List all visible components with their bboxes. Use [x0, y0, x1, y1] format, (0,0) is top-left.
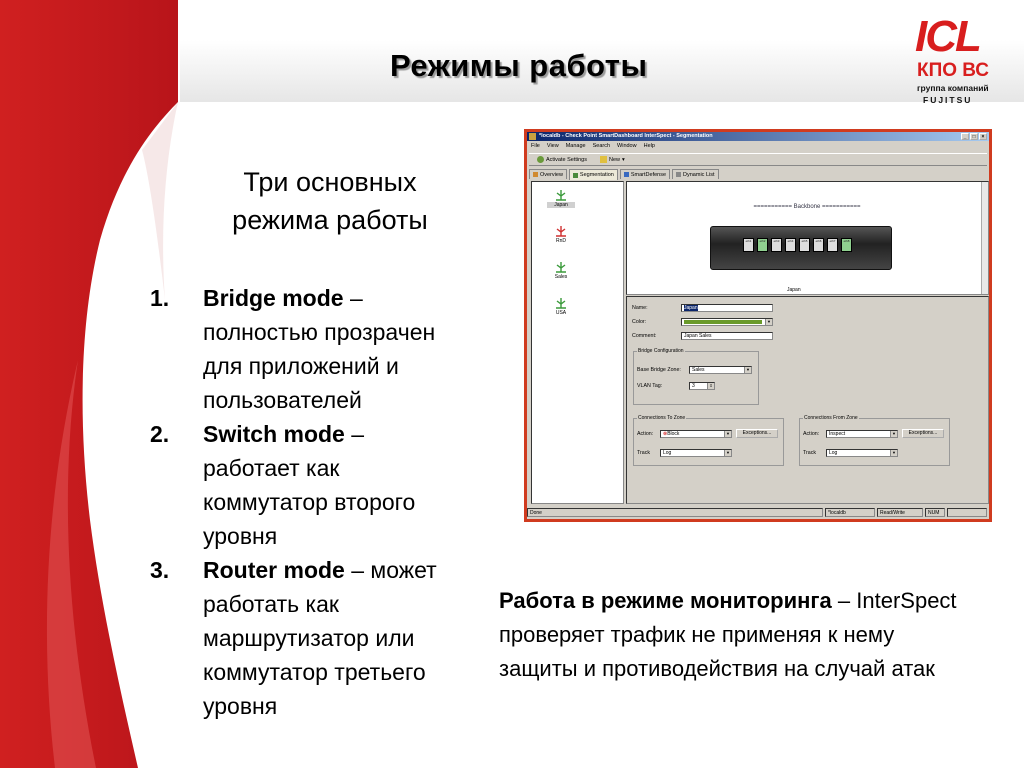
dynamic-list-icon — [676, 172, 681, 177]
activate-settings-button[interactable] — [532, 155, 592, 165]
monitoring-note — [499, 584, 969, 686]
mode-item-router — [150, 553, 495, 723]
segmentation-icon — [573, 173, 578, 178]
menu-file[interactable]: File — [531, 143, 540, 149]
to-exceptions-button[interactable]: Exceptions... — [736, 429, 778, 438]
port[interactable]: eth4 — [785, 238, 796, 252]
zone-icon — [554, 188, 568, 202]
chevron-down-icon[interactable]: ▾ — [621, 156, 625, 163]
tab-label: Segmentation — [579, 172, 614, 178]
vlan-stepper[interactable] — [689, 382, 715, 390]
mode-desc-line: коммутатор третьего — [203, 659, 426, 685]
mode-name: Switch mode — [203, 421, 345, 447]
mode-name: Bridge mode — [203, 285, 344, 311]
status-text: Done — [527, 508, 823, 517]
app-window — [524, 129, 992, 522]
tab-bar — [529, 169, 829, 180]
vlan-label: VLAN Tag: — [637, 383, 663, 389]
zone-item-usa[interactable] — [547, 296, 575, 316]
name-value: Japan — [684, 305, 698, 311]
block-icon: ⊗ — [663, 431, 668, 437]
logo-group: группа компаний — [917, 83, 989, 93]
menu-search[interactable]: Search — [592, 143, 611, 149]
menu-manage[interactable]: Manage — [565, 143, 586, 149]
mode-number: 1. — [150, 285, 170, 311]
maximize-button[interactable]: □ — [970, 133, 978, 140]
from-track-value: Log — [829, 450, 838, 456]
mode-sep: – — [343, 285, 363, 311]
port[interactable]: eth1 — [743, 238, 754, 252]
from-track-label: Track — [803, 450, 817, 456]
mode-desc-line: коммутатор второго — [203, 489, 416, 515]
from-exceptions-button[interactable]: Exceptions... — [902, 429, 944, 438]
base-zone-value: Sales — [692, 367, 705, 373]
comment-field[interactable]: Japan Sales — [681, 332, 773, 340]
tab-smartdefense[interactable] — [620, 169, 670, 179]
name-field[interactable] — [681, 304, 773, 312]
backbone-label: =========== Backbone =========== — [753, 204, 861, 210]
port[interactable]: eth3 — [771, 238, 782, 252]
device-zone-label: Japan — [787, 287, 801, 293]
to-track-select[interactable] — [660, 449, 732, 457]
from-track-select[interactable] — [826, 449, 898, 457]
mode-item-bridge — [150, 281, 495, 417]
status-bar — [527, 508, 989, 518]
port[interactable]: eth7 — [827, 238, 838, 252]
activate-icon — [537, 156, 544, 163]
app-icon — [529, 133, 536, 140]
smartdefense-icon — [624, 172, 629, 177]
port[interactable]: eth2 — [757, 238, 768, 252]
name-label: Name: — [632, 305, 648, 311]
group-title: Connections From Zone — [804, 415, 858, 421]
vlan-value: 3 — [692, 383, 695, 389]
window-titlebar — [527, 132, 989, 141]
zone-icon — [554, 260, 568, 274]
connections-to-zone-group — [633, 415, 784, 466]
color-select[interactable] — [681, 318, 773, 326]
chevron-down-icon[interactable]: ▼ — [890, 431, 897, 437]
mode-first-rest: может — [370, 557, 437, 583]
tab-overview[interactable] — [529, 169, 567, 179]
chevron-down-icon[interactable]: ▼ — [724, 431, 731, 437]
bridge-config-group — [633, 348, 759, 405]
zone-label: RnD — [555, 238, 566, 244]
mode-sep: – — [344, 421, 365, 447]
group-title: Connections To Zone — [638, 415, 686, 421]
new-button[interactable] — [595, 155, 630, 165]
chevron-down-icon[interactable]: ▼ — [765, 319, 772, 325]
mode-desc-line: для приложений и — [203, 353, 399, 379]
zone-icon — [554, 296, 568, 310]
mode-name: Router mode — [203, 557, 345, 583]
logo-brand: ICL — [915, 12, 980, 61]
from-action-label: Action: — [803, 431, 820, 437]
port[interactable]: eth5 — [799, 238, 810, 252]
mode-item-switch — [150, 417, 495, 553]
monitoring-note-bold: Работа в режиме мониторинга — [499, 588, 832, 613]
topology-pane — [626, 181, 989, 295]
to-action-select[interactable] — [660, 430, 732, 438]
status-empty — [947, 508, 987, 517]
mode-desc-line: работает как — [203, 455, 340, 481]
color-swatch — [684, 320, 762, 324]
base-zone-label: Base Bridge Zone: — [637, 367, 681, 373]
zones-pane — [531, 181, 624, 504]
menu-help[interactable]: Help — [643, 143, 655, 149]
logo-kpo: КПО ВС — [917, 60, 990, 81]
status-db: *localdb — [825, 508, 875, 517]
zone-item-sales[interactable] — [547, 260, 575, 280]
topology-scrollbar[interactable] — [981, 182, 988, 294]
chevron-down-icon[interactable]: ▼ — [744, 367, 751, 373]
spin-icon[interactable]: ⇕ — [707, 383, 714, 389]
menu-window[interactable]: Window — [617, 143, 637, 149]
mode-desc-line: работать как — [203, 591, 339, 617]
status-mode: Read/Write — [877, 508, 923, 517]
tab-dynamic-list[interactable] — [672, 169, 718, 179]
menu-bar — [527, 142, 989, 151]
tab-label: Dynamic List — [683, 171, 715, 178]
zone-label: Sales — [554, 274, 568, 280]
slide-title: Режимы работы — [390, 48, 648, 83]
logo-fujitsu: FUJITSU — [923, 95, 973, 105]
comment-label: Comment: — [632, 333, 657, 339]
zone-label: USA — [555, 310, 567, 316]
zone-icon — [554, 224, 568, 238]
interspect-device[interactable] — [710, 226, 892, 270]
base-zone-select[interactable] — [689, 366, 752, 374]
zone-label: Japan — [547, 202, 575, 208]
tab-segmentation[interactable] — [569, 169, 618, 180]
status-num: NUM — [925, 508, 945, 517]
port[interactable]: eth8 — [841, 238, 852, 252]
connections-from-zone-group — [799, 415, 950, 466]
close-button[interactable]: × — [979, 133, 987, 140]
mode-number: 3. — [150, 557, 170, 583]
mode-desc-line: уровня — [203, 523, 278, 549]
subtitle-line-1: Три основных — [243, 167, 417, 197]
mode-sep: – — [344, 557, 371, 583]
port[interactable]: eth6 — [813, 238, 824, 252]
chevron-down-icon[interactable]: ▼ — [890, 450, 897, 456]
minimize-button[interactable]: _ — [961, 133, 969, 140]
new-icon — [600, 156, 607, 163]
tab-label: Overview — [540, 171, 563, 178]
mode-number: 2. — [150, 421, 170, 447]
to-track-value: Log — [663, 450, 672, 456]
modes-list — [150, 281, 495, 723]
window-title: *localdb - Check Point SmartDashboard InterSpect - Segmentation — [539, 133, 713, 139]
from-action-value: Inspect — [829, 431, 846, 437]
from-action-select[interactable] — [826, 430, 898, 438]
new-label: New — [608, 156, 620, 163]
overview-icon — [533, 172, 538, 177]
port-strip — [743, 238, 852, 252]
mode-desc-line: полностью прозрачен — [203, 319, 436, 345]
tab-label: SmartDefense — [630, 171, 667, 178]
zone-properties-form — [626, 296, 989, 504]
activate-settings-label: Activate Settings — [546, 156, 587, 163]
mode-desc-line: уровня — [203, 693, 278, 719]
subtitle — [185, 163, 475, 239]
mode-desc-line: пользователей — [203, 387, 362, 413]
zone-item-rnd[interactable] — [547, 224, 575, 244]
group-title: Bridge Configuration — [638, 348, 684, 354]
subtitle-line-2: режима работы — [232, 205, 428, 235]
zone-item-japan[interactable] — [547, 188, 575, 208]
to-action-label: Action: — [637, 431, 654, 437]
icl-logo — [915, 12, 1010, 108]
to-track-label: Track — [637, 450, 651, 456]
toolbar — [529, 153, 987, 166]
to-action-value: Block — [667, 431, 680, 437]
monitoring-note-text: – InterSpect проверяет трафик не применяя к нему защиты и противодействия на случай атак — [499, 588, 957, 681]
menu-view[interactable]: View — [546, 143, 559, 149]
mode-desc-line: маршрутизатор или — [203, 625, 415, 651]
chevron-down-icon[interactable]: ▼ — [724, 450, 731, 456]
color-label: Color: — [632, 319, 647, 325]
